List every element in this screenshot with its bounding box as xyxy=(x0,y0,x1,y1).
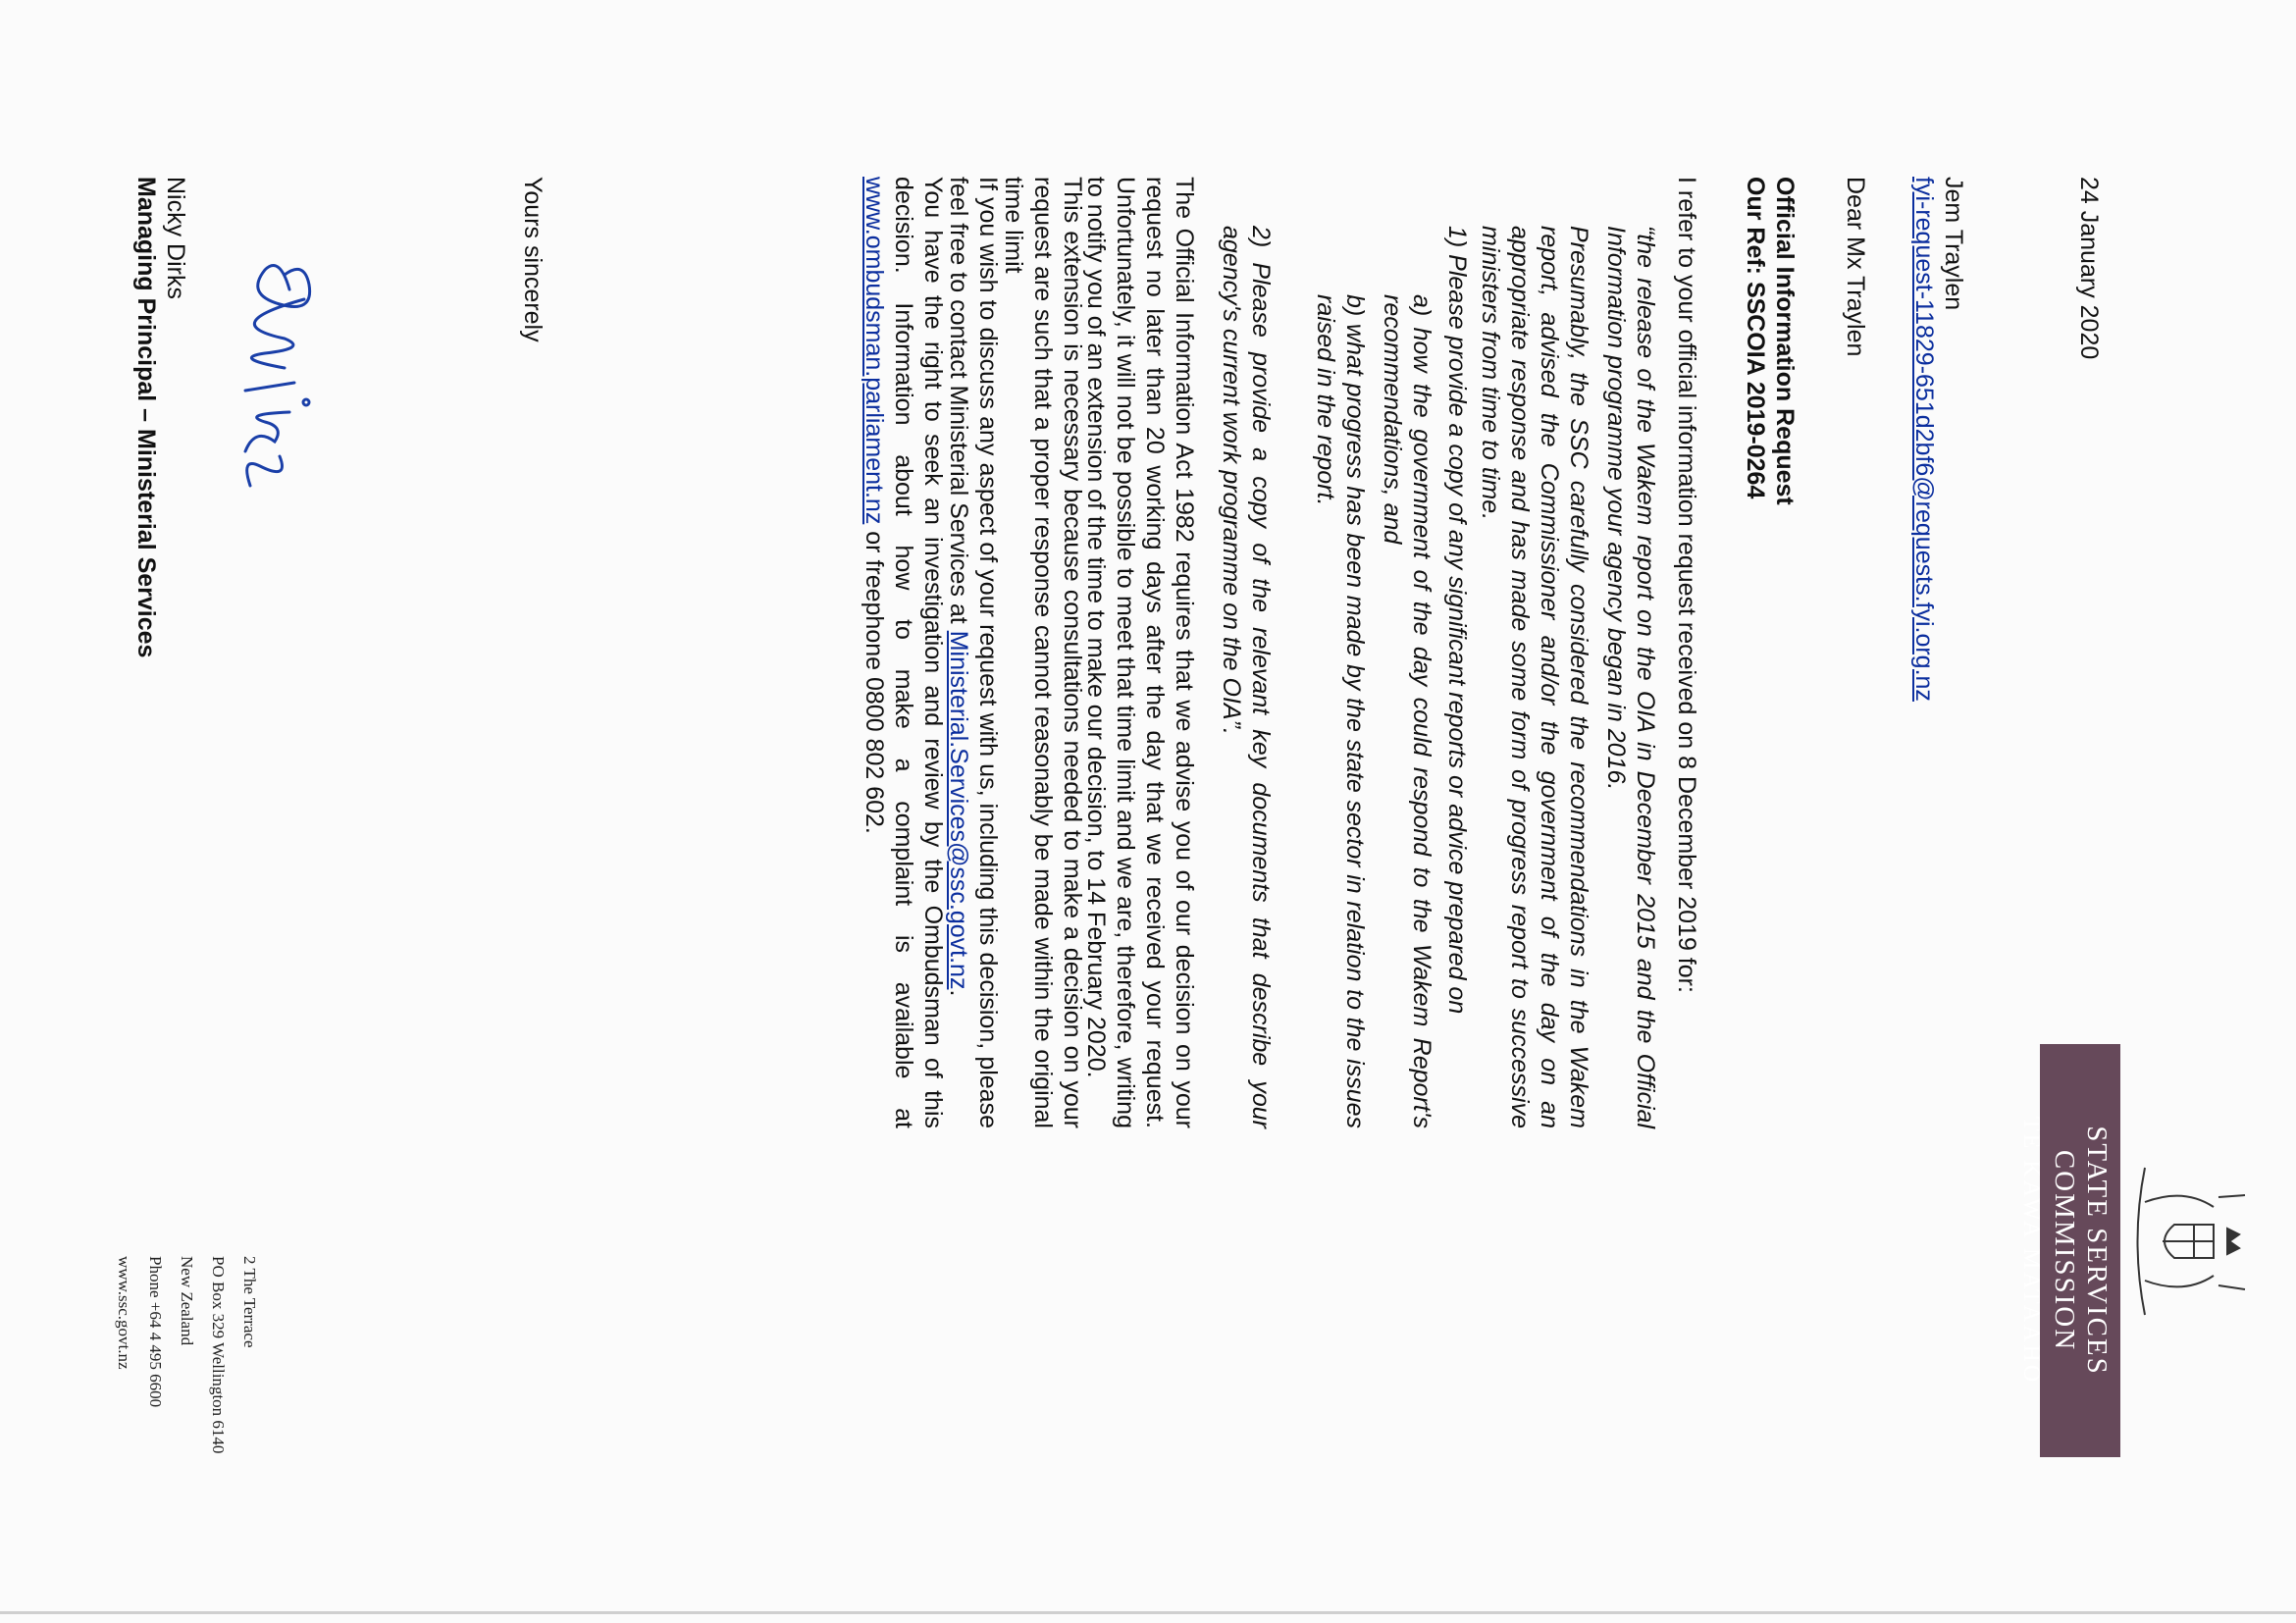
request-item-2: 2) Please provide a copy of the relevant key documents that describe your agency's current work programme on the OIA”. xyxy=(1218,226,1275,1128)
extension-paragraph: The Official Information Act 1982 requires that we advise you of our decision on your request no later than 20 working days after the day that we received your request. Unfortunately, it will not be possible to meet that time limit and we are, therefore, writing to notify you of an extension of the time to make our decision, to 14 February 2020. xyxy=(1082,177,1198,1128)
closing: Yours sincerely xyxy=(519,177,547,342)
ministerial-services-email-link[interactable]: Ministerial.Services@ssc.govt.nz xyxy=(945,630,972,990)
signer-name: Nicky Dirks xyxy=(162,177,189,299)
handwritten-signature xyxy=(196,245,324,500)
organization-maori-name: TE KAWA MATAAHO xyxy=(2018,1116,2044,1386)
signer-title: Managing Principal – Ministerial Services xyxy=(132,177,160,658)
office-address: 2 The Terrace PO Box 329 Wellington 6140 New Zealand Phone +64 4 495 6600 www.ssc.govt.nz xyxy=(108,1256,265,1453)
organization-banner xyxy=(2018,1044,2120,1457)
salutation: Dear Mx Traylen xyxy=(1842,177,1869,357)
ombudsman-paragraph: You have the right to seek an investigation and review by the Ombudsman of this decision. Information about how to make a complaint is available at www.ombudsman.parliament.nz or freephone 0800 802 602. xyxy=(861,177,947,1128)
organization-website: www.ssc.govt.nz xyxy=(115,1256,133,1370)
recipient-name: Jem Traylen xyxy=(1940,177,1967,311)
extension-reason-paragraph: This extension is necessary because consultations needed to make a decision on your request are such that a proper response cannot reasonably be made within the original time limit xyxy=(1000,177,1086,1128)
organization-name: STATE SERVICES COMMISSION xyxy=(2049,1126,2113,1376)
subject-line: Official Information Request xyxy=(1771,177,1799,505)
request-item-1a: a) how the government of the day could respond to the Wakem Report's recommendations, and xyxy=(1379,294,1435,1128)
intro-paragraph: I refer to your official information request received on 8 December 2019 for: xyxy=(1673,177,1700,993)
coat-of-arms-icon xyxy=(2130,1109,2253,1374)
ombudsman-website-link[interactable]: www.ombudsman.parliament.nz xyxy=(861,177,888,525)
reference-line: Our Ref: SSCOIA 2019-0264 xyxy=(1742,177,1769,499)
request-quote-1: “the release of the Wakem report on the OIA in December 2015 and the Official Information programme your agency began in 2016. xyxy=(1602,226,1659,1128)
recipient-email-link[interactable]: fyi-request-11829-651d2bf6@requests.fyi.org.nz xyxy=(1910,177,1938,702)
request-item-1: 1) Please provide a copy of any significant reports or advice prepared on xyxy=(1443,226,1471,1015)
contact-paragraph: If you wish to discuss any aspect of your request with us, including this decision, please feel free to contact Ministerial Services at Ministerial.Services@ssc.govt.nz. xyxy=(945,177,1002,1128)
letter-date: 24 January 2020 xyxy=(2075,177,2103,360)
request-quote-2: Presumably, the SSC carefully considered the recommendations in the Wakem report, advised the Commissioner and/or the government of the day on an appropriate response and has made some form of progress report to successive ministers from time to time. xyxy=(1477,226,1592,1128)
request-item-1b: b) what progress has been made by the state sector in relation to the issues raised in the report. xyxy=(1312,294,1369,1128)
